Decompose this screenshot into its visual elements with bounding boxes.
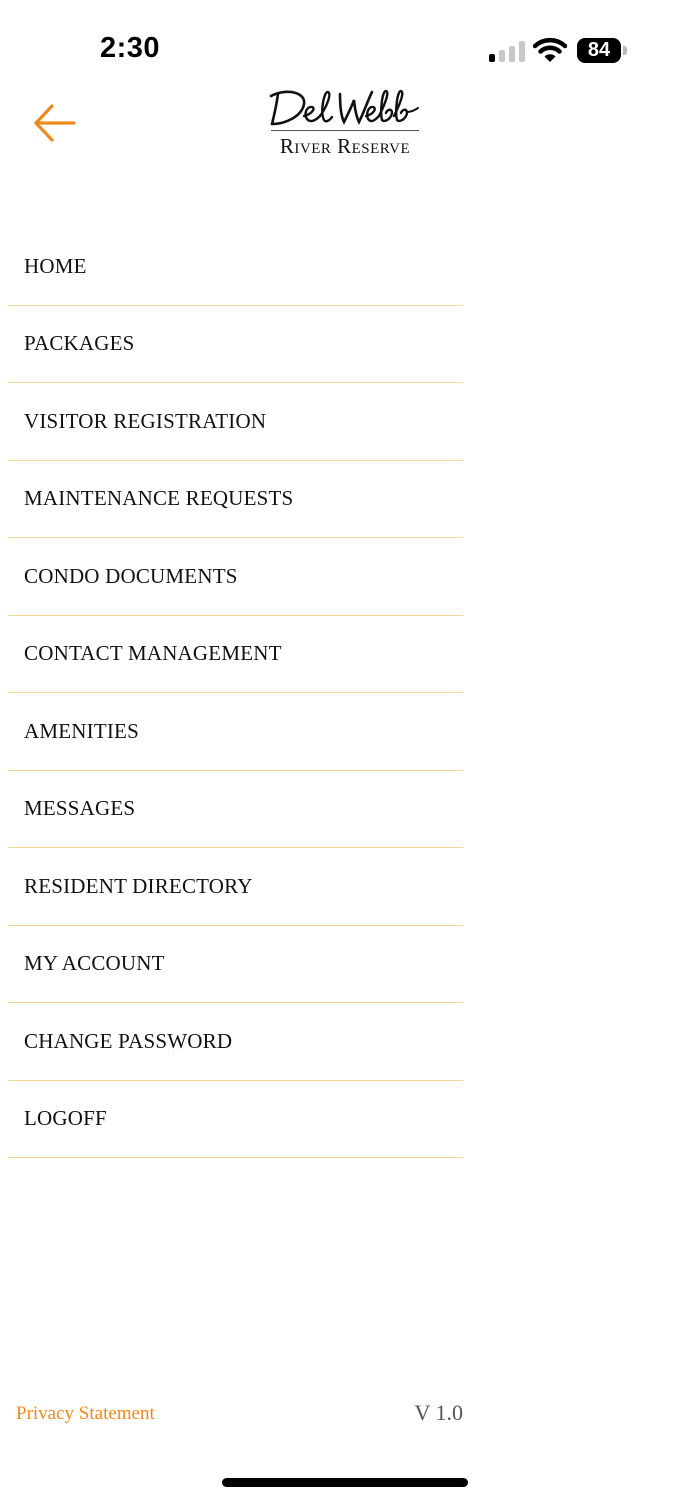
menu-item-label: RESIDENT DIRECTORY — [24, 873, 253, 898]
footer — [16, 1400, 463, 1430]
menu-item-label: VISITOR REGISTRATION — [24, 408, 267, 433]
menu-item-label: HOME — [24, 253, 87, 278]
menu-item-label: CONTACT MANAGEMENT — [24, 641, 282, 666]
menu-item-label: PACKAGES — [24, 331, 135, 356]
menu-item-my-account[interactable] — [8, 926, 463, 1004]
menu-item-messages[interactable] — [8, 771, 463, 849]
menu-item-maintenance-requests[interactable] — [8, 461, 463, 539]
privacy-statement-link[interactable]: Privacy Statement — [16, 1403, 155, 1424]
arrow-left-icon — [28, 98, 84, 148]
menu-item-home[interactable] — [8, 228, 463, 306]
menu-item-logoff[interactable] — [8, 1081, 463, 1159]
app-version: V 1.0 — [414, 1400, 463, 1425]
menu-item-contact-management[interactable] — [8, 616, 463, 694]
menu-item-condo-documents[interactable] — [8, 538, 463, 616]
home-indicator[interactable] — [222, 1478, 468, 1487]
wifi-icon — [533, 37, 567, 63]
side-menu — [8, 228, 463, 1158]
del-webb-logo — [268, 86, 422, 166]
menu-item-label: AMENITIES — [24, 718, 139, 743]
logo-subtitle: River Reserve — [279, 134, 411, 158]
menu-item-resident-directory[interactable] — [8, 848, 463, 926]
logo-script — [268, 86, 422, 130]
cellular-signal-icon — [489, 40, 525, 62]
menu-item-amenities[interactable] — [8, 693, 463, 771]
app-header — [0, 80, 690, 170]
status-time: 2:30 — [100, 32, 161, 64]
menu-item-label: CHANGE PASSWORD — [24, 1028, 233, 1053]
menu-item-label: LOGOFF — [24, 1106, 107, 1131]
menu-item-label: MAINTENANCE REQUESTS — [24, 486, 294, 511]
menu-item-label: MESSAGES — [24, 796, 136, 821]
menu-item-label: MY ACCOUNT — [24, 951, 165, 976]
menu-item-label: CONDO DOCUMENTS — [24, 563, 238, 588]
menu-item-change-password[interactable] — [8, 1003, 463, 1081]
menu-item-visitor-registration[interactable] — [8, 383, 463, 461]
battery-icon — [577, 38, 627, 63]
back-button[interactable] — [28, 98, 84, 148]
battery-level: 84 — [577, 38, 621, 63]
menu-item-packages[interactable] — [8, 306, 463, 384]
logo-divider — [271, 130, 419, 131]
